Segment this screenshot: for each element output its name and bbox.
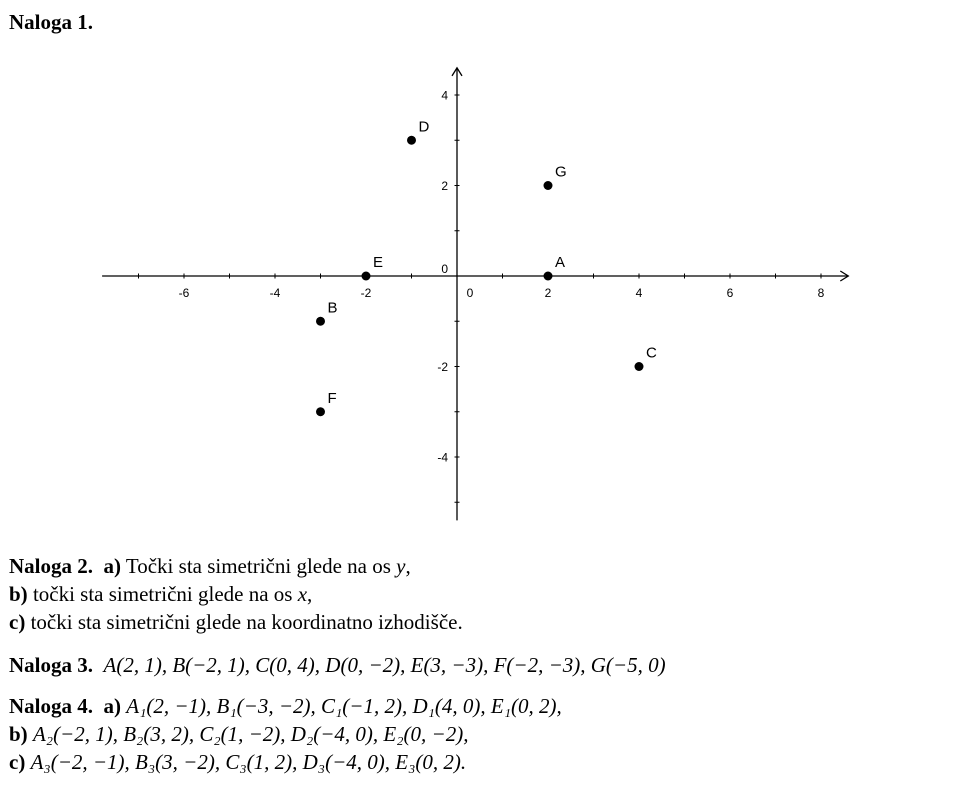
point-label-f: F	[327, 389, 337, 407]
point-label-c: C	[646, 344, 657, 362]
point-a	[544, 272, 553, 281]
task2-line-c	[9, 608, 463, 636]
task4-block	[9, 692, 562, 776]
task4-line-b	[9, 720, 562, 748]
task2-a-text: Točki sta simetrični glede na os	[125, 554, 391, 578]
task4-a-prefix: a)	[103, 694, 121, 718]
task2-b-var: x	[297, 582, 308, 606]
task3-text: A(2, 1), B(−2, 1), C(0, 4), D(0, −2), E(3, −3), F(−2, −3), G(−5, 0)	[103, 653, 666, 677]
task2-line-b	[9, 580, 463, 608]
task4-c-prefix: c)	[9, 750, 26, 774]
point-label-g: G	[555, 163, 567, 181]
task2-c-text: točki sta simetrični glede na koordinatno izhodišče.	[30, 610, 463, 634]
x-tick-label: 6	[726, 286, 734, 300]
x-tick-label: 0	[466, 286, 474, 300]
task4-c-text: A₃(−2, −1), B₃(3, −2), C₃(1, 2), D₃(−4, 0), E₃(0, 2).	[30, 750, 467, 774]
task4-b-prefix: b)	[9, 722, 28, 746]
task3-block	[9, 651, 666, 679]
task2-a-end: ,	[405, 554, 411, 578]
task4-a-text: A₁(2, −1), B₁(−3, −2), C₁(−1, 2), D₁(4, 0), E₁(0, 2),	[126, 694, 562, 718]
point-g	[544, 181, 553, 190]
x-tick-label: 4	[635, 286, 643, 300]
task2-b-end: ,	[307, 582, 313, 606]
x-tick-label: 2	[544, 286, 552, 300]
task2-block	[9, 552, 463, 636]
task4-line-c	[9, 748, 562, 776]
task4-line-a	[9, 692, 562, 720]
point-label-e: E	[373, 254, 384, 271]
point-e	[362, 272, 371, 281]
task2-a-var: y	[396, 554, 406, 578]
y-tick-label: 4	[441, 88, 448, 103]
y-tick-label: -4	[437, 450, 448, 465]
task2-c-prefix: c)	[9, 610, 26, 634]
point-b	[316, 317, 325, 326]
task2-line-a	[9, 552, 463, 580]
point-f	[316, 407, 325, 416]
task1-heading: Naloga 1.	[9, 10, 93, 34]
task3-line	[9, 651, 666, 679]
task4-b-text: A₂(−2, 1), B₂(3, 2), C₂(1, −2), D₂(−4, 0), E₂(0, −2),	[32, 722, 469, 746]
y-tick-label: 2	[441, 179, 448, 193]
task3-heading: Naloga 3.	[9, 653, 93, 677]
point-label-b: B	[327, 299, 338, 317]
point-label-d: D	[418, 118, 430, 136]
task2-b-text: točki sta simetrični glede na os	[32, 582, 293, 606]
task2-b-prefix: b)	[9, 582, 28, 606]
y-tick-label: -2	[437, 360, 448, 374]
point-c	[635, 362, 644, 371]
task2-a-prefix: a)	[103, 554, 121, 578]
task2-heading: Naloga 2.	[9, 554, 93, 578]
point-d	[407, 136, 416, 145]
x-tick-label: -6	[178, 286, 190, 300]
point-label-a: A	[555, 254, 566, 271]
x-tick-label: 8	[817, 286, 825, 300]
task4-heading: Naloga 4.	[9, 694, 93, 718]
y-tick-label: 0	[441, 262, 448, 276]
x-tick-label: -4	[269, 286, 281, 300]
x-tick-label: -2	[360, 286, 372, 300]
